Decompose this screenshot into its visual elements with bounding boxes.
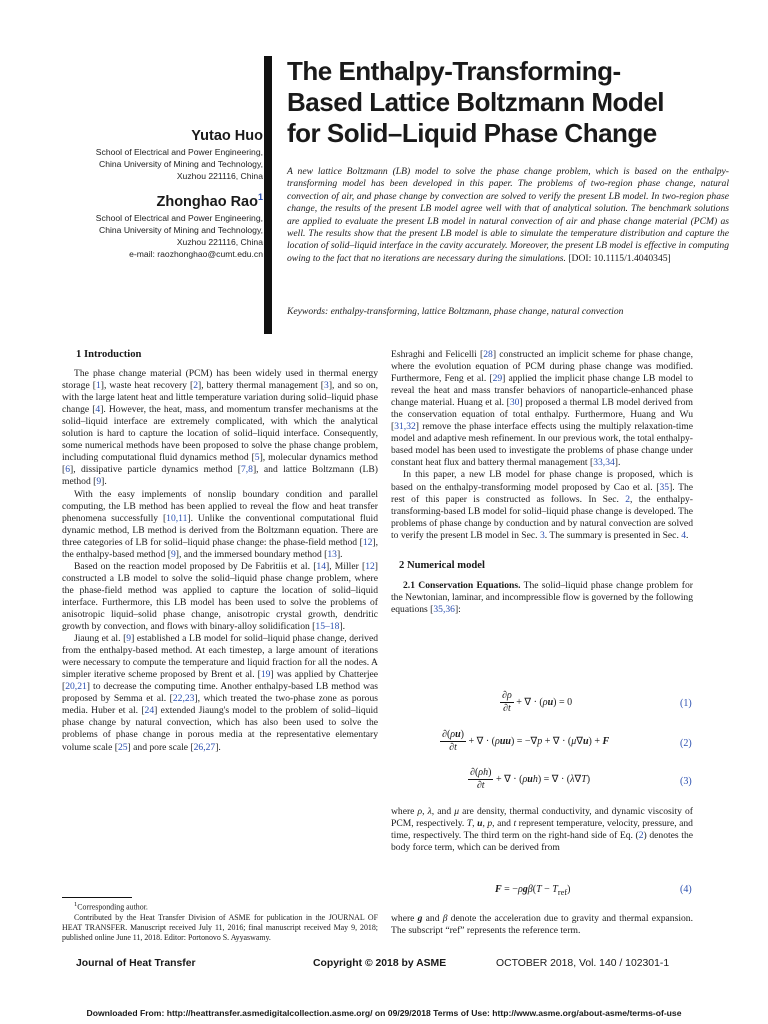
right-column: Eshraghi and Felicelli [28] constructed an implicit scheme for phase change, where the evolution equation of PCM during phase change was modified. Furthermore, Feng et al. [29] applied the implicit phase change LB model to reveal the heat and mass transfer behaviors of nanoparticle-enhanced phase change material. Huang et al. [30] proposed a thermal LB model derived from the conservation equation of total enthalpy. Furthermore, Huang and Wu [31,32] remove the phase interface effects using the multiply relaxation-time model and adaptive mesh refinement. In our previous work, the total enthalpy-based model has been used to investigate the problems of phase change under constant heat flux and battery thermal management [33,34]. In this paper, a new LB model for phase change is proposed, which is based on the enthalpy-transforming model proposed by Cao et al. [35]. The rest of this paper is constructed as follows. In Sec. 2, the enthalpy-transforming-based LB model for solid–liquid phase change is developed. The problems of phase change by conduction and by natural convection are solved to verify the present LB model in Sec. 3. The summary is presented in Sec. 4. 2 Numerical model 2.1 Conservation Equations. The solid–liquid phase change problem for the Newtonian, laminar, and incompressible flow is governed by the following equations [35,36]: bbox=[391, 349, 694, 615]
author-email[interactable]: e-mail: raozhonghao@cumt.edu.cn bbox=[129, 248, 263, 259]
left-column: 1 Introduction The phase change material (PCM) has been widely used in thermal energy storage [1], waste heat recovery [2], battery thermal management [3], and so on, with the large latent heat and little temperature variation during solid–liquid phase change [4]. However, the heat, mass, and momentum transfer mechanisms at the solid–liquid interface are extremely complicated, with which the analytical solution is hard to capture the location of solid–liquid interface. Consequently, some numerical methods have been proposed to solve the phase change problem, including computational fluid dynamics method [5], molecular dynamics method [6], dissipative particle dynamics method [7,8], and lattice Boltzmann (LB) method [9]. With the easy implements of nonslip boundary condition and parallel computing, the LB method has been applied to reveal the flow and heat transfer phenomena successfully [10,11]. Unlike the conventional computational fluid dynamic method, LB method is derived from the Boltzmann equation. There are three categories of LB for solid–liquid phase change: the phase-field method [12], the enthalpy-based method [9], and the immersed boundary method [13]. Based on the reaction model proposed by De Fabritiis et al. [14], Miller [12] constructed a LB model to solve the solid–liquid phase change problem, where the phase-field method was applied to capture the location of solid–liquid interface. Furthermore, this LB model has been used to solve the problems of anisotropic liquid–solid phase change, anisotropic crystal growth, dendritic growth by convection, and flows with binary-alloy solidification [15–18]. Jiaung et al. [9] established a LB model for solid–liquid phase change, derived from the enthalpy-based method. At each timestep, a large amount of iterations were necessary to compute the temperature and liquid fraction for all the nodes. A simpler iterative scheme proposed by Brent et al. [19] was applied by Chatterjee [20,21] to decrease the computing time. Another enthalpy-based LB method was proposed by Semma et al. [22,23], which treated the two-phase zone as porous media. Huber et al. [24] extended Jiaung's model to the problem of solid–liquid phase change by natural convection, which has also been used to solve the problems of phase change in porous media at the representative elementary volume scale [25] and pore scale [26,27]. bbox=[62, 349, 379, 753]
footnote: $^1$Corresponding author. Contributed by the Heat Transfer Division of ASME for publication in the JOURNAL OF HEAT TRANSFER. Manuscript received July 11, 2016; final manuscript received May 9, 2018; published online June 11, 2018. Editor: Portonovo S. Ayyaswamy. bbox=[62, 901, 378, 942]
equation-1: $\frac{\partial\rho}{\partial t}$ + ∇ · (ρu) = 0 bbox=[502, 690, 573, 714]
doi-link[interactable]: [DOI: 10.1115/1.4040345] bbox=[568, 252, 671, 264]
equation-2: $\frac{\partial(\rho u)}{\partial t}$ + ∇ · (ρuu) = −∇p + ∇ · (μ∇u) + F bbox=[442, 729, 610, 753]
footer-issue: OCTOBER 2018, Vol. 140 / 102301-1 bbox=[496, 958, 670, 969]
footer-journal: Journal of Heat Transfer bbox=[76, 958, 196, 969]
equation-description: where ρ, λ, and μ are density, thermal conductivity, and dynamic viscosity of PCM, respectively. T, u, p, and t represent temperature, velocity, pressure, and time, respectively. The third term on the right-hand side of Eq. (2) denotes the body force term, which can be derived from bbox=[391, 806, 693, 854]
equation-4: $F = -\rho g\beta(T - T_{ref})$ bbox=[495, 884, 571, 897]
author-name: Yutao Huo bbox=[191, 128, 263, 144]
keywords: Keywords: enthalpy-transforming, lattice Boltzmann, phase change, natural convection bbox=[287, 306, 624, 317]
footnote-rule bbox=[62, 897, 132, 898]
subsection-2-1-heading: 2.1 Conservation Equations. bbox=[403, 579, 521, 591]
section-1-heading: 1 Introduction bbox=[76, 349, 142, 360]
paper-title: The Enthalpy-Transforming- Based Lattice Boltzmann Model for Solid–Liquid Phase Change bbox=[287, 56, 664, 148]
equation-3: $\frac{\partial(\rho h)}{\partial t}$ + ∇ · (ρuh) = ∇ · (λ∇T) bbox=[470, 767, 591, 791]
download-notice[interactable]: Downloaded From: http://heattransfer.asmedigitalcollection.asme.org/ on 09/29/2018 Terms of Use: http://www.asme.org/about-asme/terms-of-use bbox=[86, 1008, 682, 1018]
title-rule bbox=[264, 56, 272, 334]
footer-copyright: Copyright © 2018 by ASME bbox=[313, 958, 447, 969]
equation-number: (2) bbox=[680, 738, 692, 749]
author-2: Zhonghao Rao$^1$ School of Electrical and Power Engineering, China University of Mining and Technology, Xuzhou 221116, China e-mail: raozhonghao@cumt.edu.cn bbox=[95, 192, 263, 259]
author-1: Yutao Huo School of Electrical and Power Engineering, China University of Mining and Technology, Xuzhou 221116, China bbox=[95, 128, 263, 181]
equation-number: (3) bbox=[680, 776, 692, 787]
equation-4-description: where g and β denote the acceleration due to gravity and thermal expansion. The subscript “ref” represents the reference term. bbox=[391, 913, 693, 937]
author-name: Zhonghao Rao bbox=[156, 193, 258, 210]
equation-number: (4) bbox=[680, 884, 692, 895]
equation-number: (1) bbox=[680, 698, 692, 709]
section-2-heading: 2 Numerical model bbox=[399, 559, 485, 571]
abstract: A new lattice Boltzmann (LB) model to solve the phase change problem, which is based on the enthalpy-transforming model has been developed in this paper. The problems of two-region phase change, natural convection of air, and phase change by convection are solved to verify the present LB model. In two-region phase change, the results of the present LB model agree well with that of analytical solution. The benchmark solutions are applied to evaluate the present LB model in natural convection of air and phase change material (PCM) as well. The results show that the present LB model is able to simulate the temperature distribution and capture the location of solid–liquid interface in the cavity accurately. Moreover, the present LB model is effective in computing owing to the fact that no iterations are necessary during the simulations. [DOI: 10.1115/1.4040345] bbox=[287, 166, 729, 264]
